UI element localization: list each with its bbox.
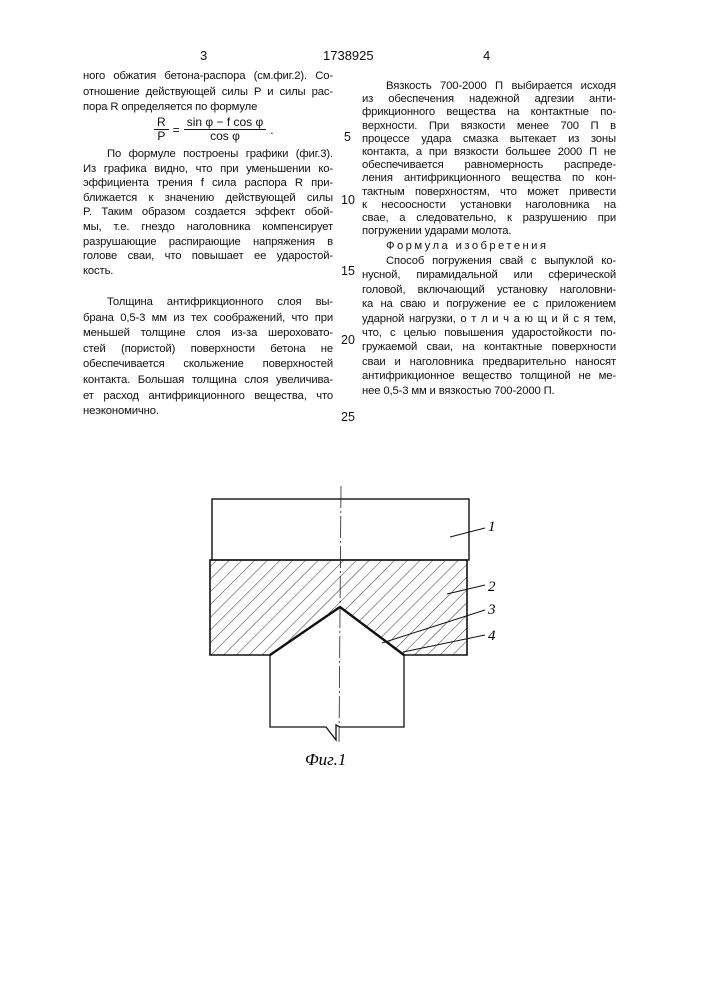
- text-line: стей (пористой) поверхности бетона не: [83, 343, 333, 356]
- text-line: ка на сваю и погружение ее с приложением: [362, 298, 616, 311]
- label-3: 3: [487, 602, 496, 618]
- figure-1-drawing: [0, 0, 707, 1000]
- patent-number: 1738925: [323, 48, 374, 63]
- text-line: к несоосности установки наголовника на: [362, 199, 616, 212]
- text-line: кость.: [83, 265, 113, 278]
- formula-rhs-num: sin φ − f cos φ: [184, 116, 267, 130]
- text-line: брана 0,5-3 мм из тех соображений, что при: [83, 312, 333, 325]
- figure-caption: Фиг.1: [305, 750, 346, 769]
- text-line: ближается к значению действующей силы: [83, 192, 333, 205]
- text-line: нее 0,5-3 мм и вязкостью 700-2000 П.: [362, 385, 555, 398]
- text-line: фрикционного вещества на контактные по-: [362, 106, 616, 119]
- line-number: 25: [341, 411, 355, 424]
- formula-lhs-den: P: [154, 130, 168, 143]
- text-line: голове сваи, что повышает ее ударостой-: [83, 250, 333, 263]
- text-line: контакта, а при вязкости большее 2000 П не: [362, 146, 616, 159]
- claims-heading: Формула изобретения: [386, 240, 548, 253]
- text-line: тактным поверхностям, что может привести: [362, 186, 616, 199]
- text-line: Вязкость 700-2000 П выбирается исходя: [386, 80, 616, 93]
- formula-end: .: [270, 123, 273, 137]
- line-number: 5: [344, 131, 351, 144]
- text-line: неэкономично.: [83, 405, 159, 418]
- formula-eq: =: [173, 123, 180, 137]
- line-number: 20: [341, 334, 355, 347]
- text-line: ления антифрикционного вещества по кон-: [362, 172, 616, 185]
- line-number: 15: [341, 265, 355, 278]
- text-line: ного обжатия бетона-распора (см.фиг.2). Со-: [83, 70, 333, 83]
- text-line: Из графика видно, что при уменьшении ко-: [83, 163, 333, 176]
- text-line: P. Таким образом создается эффект обой-: [83, 206, 333, 219]
- text-line: головой, включающий установку наголовни-: [362, 284, 616, 297]
- text-line: Толщина антифрикционного слоя вы-: [107, 296, 333, 309]
- text-line: ударной нагрузки, о т л и ч а ю щ и й с я тем,: [362, 313, 616, 326]
- text-line: меньшей толщине слоя из-за шероховато-: [83, 327, 333, 340]
- text-line: гружаемой сваи, на контактные поверхности: [362, 341, 616, 354]
- text-line: свае, а следовательно, к разрушению при: [362, 212, 616, 225]
- pile-body: [270, 655, 404, 740]
- text-line: По формуле построены графики (фиг.3).: [107, 148, 333, 161]
- text-line: Способ погружения свай с выпуклой ко-: [386, 255, 616, 268]
- text-line: верхности. При вязкости менее 700 П в: [362, 120, 616, 133]
- text-line: эффициента трения f сила распора R при-: [83, 177, 333, 190]
- text-line: сваи и наголовника предварительно наносят: [362, 356, 616, 369]
- label-2: 2: [488, 579, 496, 595]
- text-line: процессе удара смазка вытекает из зоны: [362, 133, 616, 146]
- text-line: антифрикционное вещество толщиной не ме-: [362, 370, 616, 383]
- text-line: обеспечивается равномерность распреде-: [362, 159, 616, 172]
- text-line: из обеспечения надежной адгезии анти-: [362, 93, 616, 106]
- text-line: что, с целью повышения ударостойкости по-: [362, 327, 616, 340]
- text-line: контакта. Большая толщина слоя увеличива-: [83, 374, 333, 387]
- formula-rhs-den: cos φ: [207, 130, 243, 143]
- text-line: обеспечивается скольжение поверхностей: [83, 358, 333, 371]
- text-line: погружении ударами молота.: [362, 225, 511, 238]
- text-line: ет расход антифрикционного вещества, что: [83, 390, 333, 403]
- label-1: 1: [488, 519, 496, 535]
- formula-lhs-num: R: [154, 116, 169, 130]
- text-line: разрушающие распирающие напряжения в: [83, 236, 333, 249]
- page-number-right: 4: [483, 48, 490, 63]
- line-number: 10: [341, 194, 355, 207]
- text-line: пора R определяется по формуле: [83, 101, 257, 114]
- label-4: 4: [488, 628, 496, 644]
- page-number-left: 3: [200, 48, 207, 63]
- text-line: отношение действующей силы P и силы рас-: [83, 86, 333, 99]
- text-line: нусной, пирамидальной или сферической: [362, 269, 616, 282]
- text-line: мы, т.е. гнездо наголовника компенсирует: [83, 221, 333, 234]
- leader-1: [450, 528, 485, 537]
- axis-line: [339, 486, 341, 742]
